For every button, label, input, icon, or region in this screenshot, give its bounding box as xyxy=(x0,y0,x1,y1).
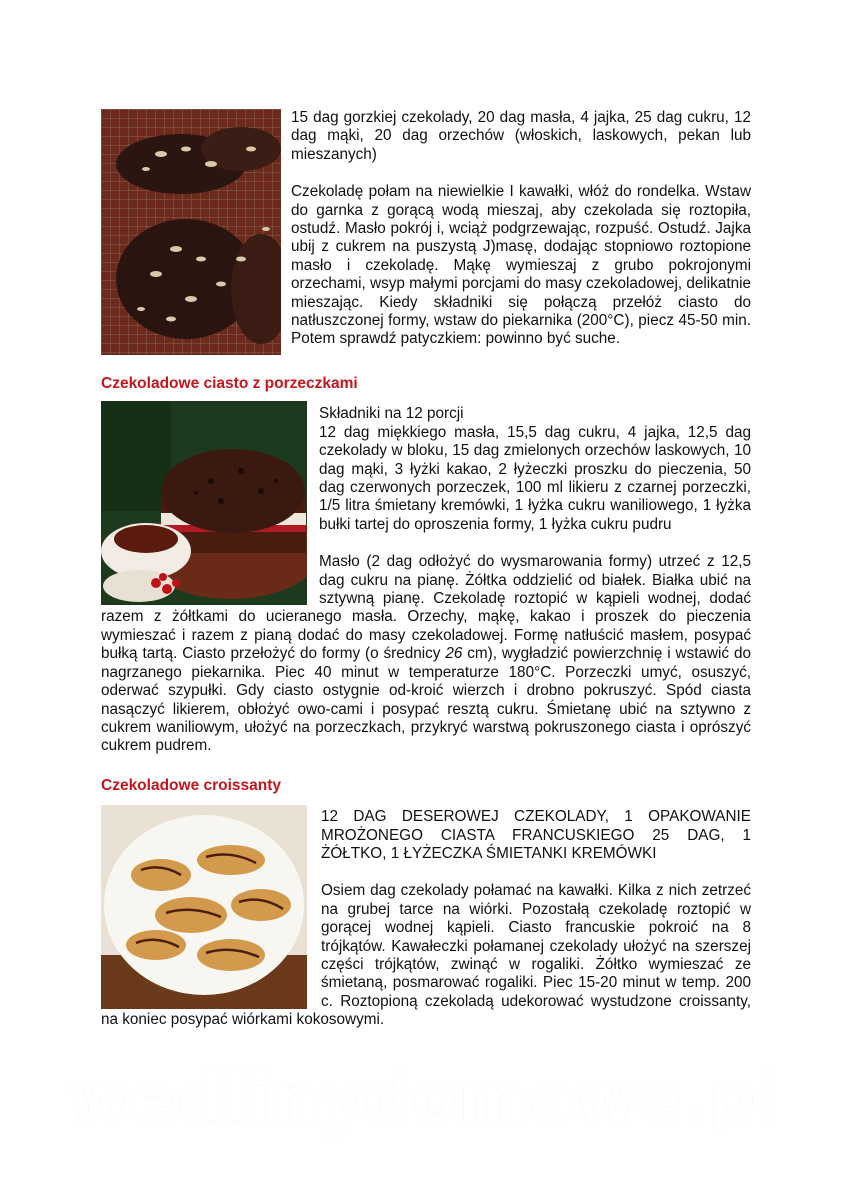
recipe1-method: Czekoladę połam na niewielkie I kawałki, włóż do rondelka. Wstaw do garnka z gorącą wodą mieszaj, aby czekolada się roztopiła, ostudź. Masło pokrój i, wciąż podgrzewając, rozpuść. Ostudź. Jajka ubij z cukrem na puszystą J)masę, dodając stopniowo roztopione masło i czekoladę. Mąkę wymieszaj z grubo pokrojonymi orzechami, wsyp małymi porcjami do masy czekoladowej, delikatnie mieszając. Kiedy składniki się połączą przełóż ciasto do natłuszczonej formy, wstaw do piekarnika (200°C), piecz 45-50 min. Potem sprawdź patyczkiem: powinno być suche. xyxy=(291,183,751,348)
watermark: wedlinydomowe.pl xyxy=(68,1060,781,1137)
document-page xyxy=(101,0,751,1030)
recipe2-title: Czekoladowe ciasto z porzeczkami xyxy=(101,375,358,392)
recipe1-ingredients: 15 dag gorzkiej czekolady, 20 dag masła, 4 jajka, 25 dag cukru, 12 dag mąki, 20 dag orzechów (włoskich, laskowych, pekan lub mieszanych) xyxy=(291,109,751,163)
recipe2-method-part2: cm), wygładzić powierzchnię i wstawić do nagrzanego piekarnika. Piec 40 minut w temperaturze 180°C. Porzeczki umyć, osuszyć, oderwać szypułki. Gdy ciasto ostygnie od-kroić wierzch i drobno pokruszyć. Spód ciasta nasączyć likierem, obłożyć owo-cami i posypać resztą cukru. Śmietanę ubić na sztywno z cukrem waniliowym, ułożyć na porzeczkach, przykryć warstwą pokruszonego ciasta i oprószyć cukrem pudrem. xyxy=(101,645,751,755)
recipe-brownies xyxy=(101,109,751,355)
recipe3-title: Czekoladowe croissanty xyxy=(101,776,282,794)
recipe-currant-cake xyxy=(101,375,751,756)
recipe2-method-diameter: 26 xyxy=(445,645,463,663)
recipe2-ingredients: 12 dag miękkiego masła, 15,5 dag cukru, 4 jajka, 12,5 dag czekolady w bloku, 15 dag zmielonych orzechów laskowych, 10 dag mąki, 3 łyżki kakao, 2 łyżeczki proszku do pieczenia, 50 dag czerwonych porzeczek, 100 ml likieru z czarnej porzeczki, 1/5 litra śmietany kremówki, 1 łyżka cukru waniliowego, 1 łyżka bułki tartej do oproszenia formy, 1 łyżka cukru pudru xyxy=(319,423,751,533)
recipe-croissants xyxy=(101,777,751,1030)
currant-cake-photo xyxy=(101,401,307,605)
recipe2-servings: Składniki na 12 porcji xyxy=(319,405,464,423)
recipe3-method: Osiem dag czekolady połamać na kawałki. Kilka z nich zetrzeć na grubej tarce na wiórki. Pozostałą czekoladę roztopić w gorącej wodnej kąpieli. Ciasto francuskie pokroić na 8 trójkątów. Kawałeczki połamanej czekolady ułożyć na szerszej części trójkątów, zwinąć w rogaliki. Żółtko wymieszać ze śmietaną, posmarować rogaliki. Piec 15-20 minut w temp. 200 c. Roztopioną czekoladą udekorować wystudzone croissanty, na koniec posypać wiórkami kokosowymi. xyxy=(101,882,751,1029)
brownies-photo xyxy=(101,109,281,355)
recipe2-method-part1: Masło (2 dag odłożyć do wysmarowania formy) utrzeć z 12,5 dag cukru na pianę. Żółtka oddzielić od białek. Białka ubić na sztywną pianę. Czekoladę roztopić w kąpieli wodnej, dodać razem z żółtkami do ucieranego masła. Orzechy, mąkę, kakao i proszek do pieczenia wymieszać i razem z pianą dodać do masy czekoladowej. Formę natłuścić masłem, posypać bułką tartą. Ciasto przełożyć do formy (o średnicy xyxy=(101,553,751,663)
croissants-photo xyxy=(101,805,307,1009)
recipe3-ingredients: 12 DAG DESEROWEJ CZEKOLADY, 1 OPAKOWANIE MROŻONEGO CIASTA FRANCUSKIEGO 25 DAG, 1 ŻÓŁTKO, 1 ŁYŻECZKA ŚMIETANKI KREMÓWKI xyxy=(321,808,751,862)
